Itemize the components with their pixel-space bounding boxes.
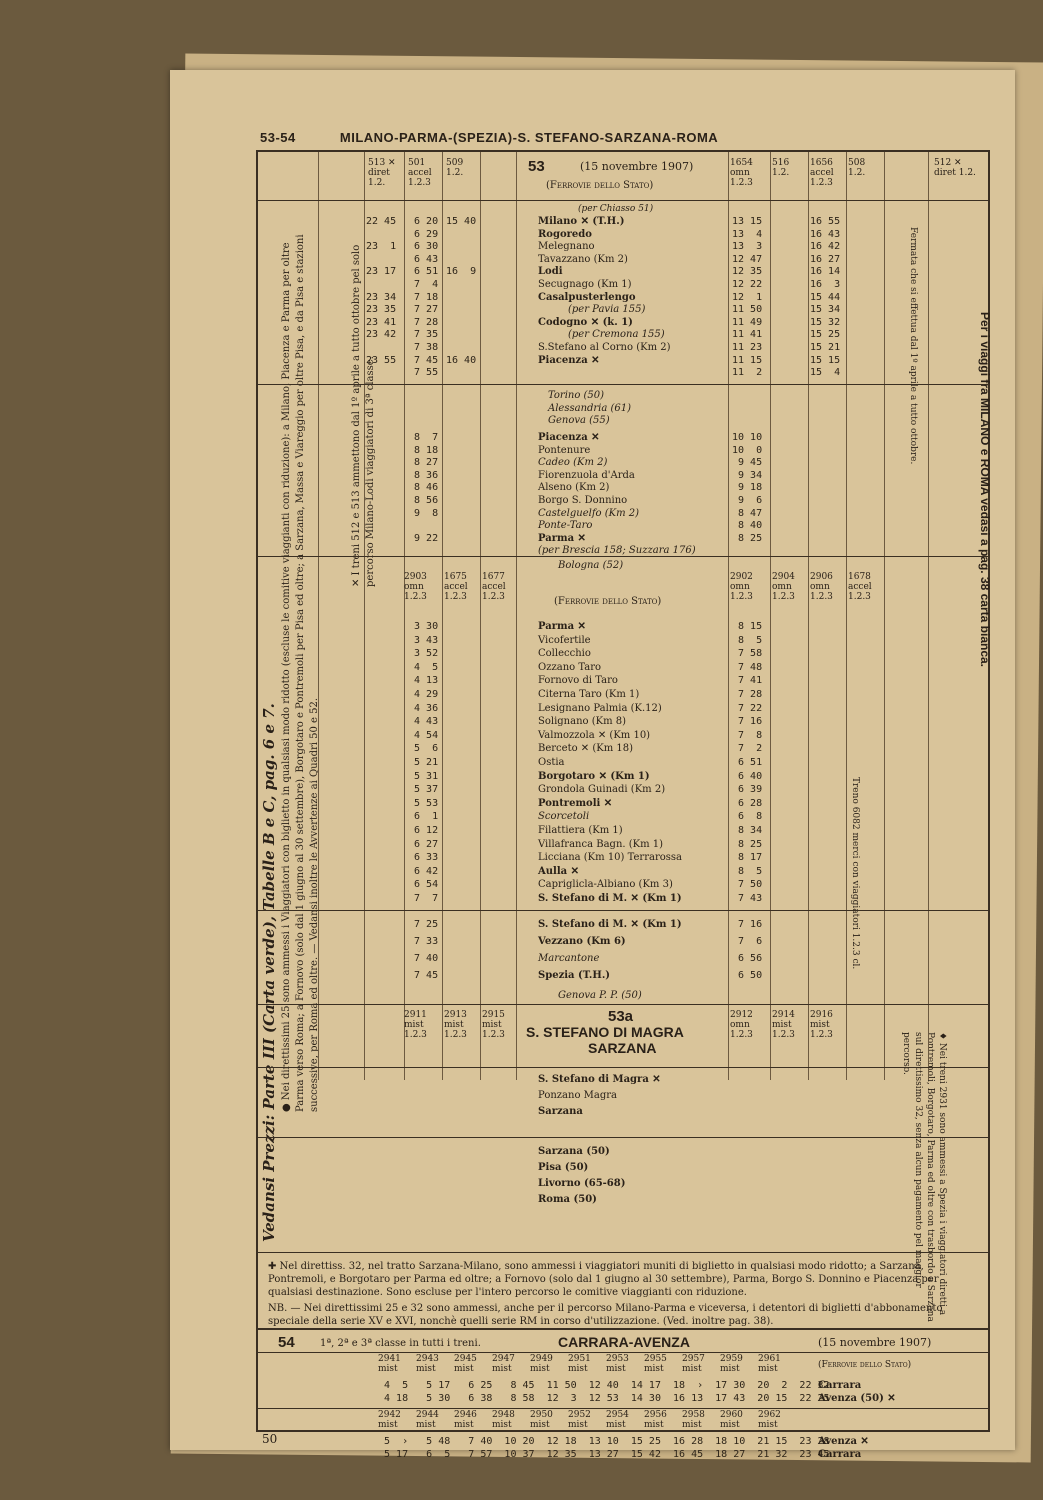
train-501: 501 accel 1.2.3	[408, 158, 432, 188]
right-side-note-2: Treno 6082 merci con viaggiatori 1.2.3 cl.	[850, 777, 860, 970]
times-column: 8 7 8 18 8 27 8 36 8 46 8 56 9 8 9 22	[414, 432, 439, 544]
train-2906: 2906 omn 1.2.3	[810, 572, 833, 602]
section-53-company: (Ferrovie dello Stato)	[546, 180, 654, 191]
column-divider	[516, 152, 517, 1080]
timetable-page	[170, 70, 1015, 1460]
station: Tavazzano (Km 2)	[538, 253, 628, 265]
times-column: 8 15 8 5 7 58 7 48 7 41 7 28 7 22 7 16 7 8 7 2 6 51 6 40 6 39 6 28 6 8 8 34 8 25 8 17 8 5 7 50 7 43	[738, 621, 763, 904]
station: Alseno (Km 2)	[538, 482, 610, 494]
connection: (per Brescia 158; Suzzara 176)	[538, 545, 696, 557]
stations-milano-piacenza	[538, 216, 671, 367]
station: Piacenza ✕	[538, 432, 600, 443]
link-bologna: Bologna (52)	[558, 560, 624, 571]
row-divider	[258, 384, 988, 385]
train-1654: 1654 omn 1.2.3	[730, 158, 753, 188]
train-512: 512 ✕ diret 1.2.	[934, 158, 976, 178]
station: Casalpusterlengo	[538, 291, 636, 303]
train-2903: 2903 omn 1.2.3	[404, 572, 427, 602]
left-side-note-2: ✕ I treni 512 e 513 ammettono dal 1º aprile a tutto ottobre pel solo percorso Milano-Lodi viaggiatori di 3ª classe.	[351, 244, 376, 587]
timetable-frame: Vedansi Prezzi: Parte III (Carta verde), Tabelle B e C, pag. 6 e 7. ● Nei direttissimi 25 sono ammessi i Viaggiatori con biglietto in qualsiasi modo ridotto (escluse le comitive viaggianti con riduzione): a Milano, Piacenza e Parma per oltre Parma verso Roma; a Fornovo (solo dal 1 giugno al 30 settembre), Borgotaro e Pontremoli per Pisa ed oltre; a Sarzana, Massa e Viareggio per oltre Pisa, e da Pisa e stazioni successive, per Roma ed oltre. — Vedansi inoltre le Avvertenze ai Quadri 50 e 52. ✕ I treni 512 e 513 ammettono dal 1º aprile a tutto ottobre pel solo percorso Milano-Lodi viaggiatori di 3ª classe. Per i viaggi fra MILANO e ROMA vedasi a pag. 38 carta bianca. Fermata che si effettua dal 1º aprile a tutto ottobre. Treno 6082 merci con viaggiatori 1.2.3 cl. ♦ Nei treni 2931 sono ammessi a Spezia i viaggiatori diretti a Pontremoli, Borgotaro, Parma ed oltre con trasbordo a Sarzana sul direttissimo 32, senza alcun pagamento pel maggior percorso. 53 (15 novembre 1907) (Ferrovie dello Stato) 513 ✕ diret 1.2. 501 accel 1.2.3 509 1.2. 1654 omn 1.2.3 516 1.2. 1656 accel 1.2.3 508 1.2. 512 ✕ diret 1.2. (per Chiasso 51) Milano ✕ (T.H.) Rogoredo Melegnano Tavazzano (Km 2) Lodi Secugnago (Km 1) Casalpusterlengo (per Pavia 155) Codogno ✕ (k. 1) (per Cremona 155) S.Stefano al Corno (Km 2) Piacenza ✕ Torino (50) Alessandria (61) Genova (55) Piacenza ✕ Pontenure Cadeo (Km 2) Fiorenzuola d'Arda Alseno (Km 2) Borgo S. Donnino Castelguelfo (Km 2) Ponte-Taro Parma ✕ (per Brescia 158; Suzzara 176) Bologna (52) 2903 omn 1.2.3 1675 accel 1.2.3 1677 accel 1.2.3 (Ferrovie dello Stato) 2902 omn 1.2.3 2904 omn 1.2.3 2906 omn 1.2.3 1678 accel 1.2.3 Parma ✕ Vicofertile Collecchio Ozzano Taro Fornovo di Taro Citerna Taro (Km 1) Lesignano Palmia (K.12) Solignano (Km 8) Valmozzola ✕ (Km 10) Berceto ✕ (Km 18) Ostia Borgotaro ✕ (Km 1) Grondola Guinadi (Km 2) Pontremoli ✕ Scorcetoli Filattiera (Km 1) Villafranca Bagn. (Km 1) Licciana (Km 10) Terrarossa Aulla ✕ Capriglicla-Albiano (Km 3) S. Stefano di M. ✕ (Km 1) S. Stefano di M. ✕ (Km 1) Vezzano (Km 6) Marcantone Spezia (T.H.) Genova P. P. (50) 53a S. STEFANO DI MAGRA SARZANA 2911 mist 1.2.3 2913 mist 1.2.3 2915 mist 1.2.3 2912 omn 1.2.3 2914 mist 1.2.3 2916 mist 1.2.3 S. Stefano di Magra ✕ Ponzano Magra Sarzana Sarzana (50) Pisa (50) Livorno (65-68) Roma (50) 22 45 23 1 23 17 23 34 23 35 23 41 23 42 23 55 6 20 6 29 6 30 6 43 6 51 7 4 7 18 7 27 7 28 7 35 7 38 7 45 7 55 15 40 16 9 16 40 13 15 13 4 13 3 12 47 12 35 12 22 12 1 11 50 11 49 11 41 11 23 11 15 11 2 16 55 16 43 16 42 16 27 16 14 16 3 15 44 15 34 15 32 15 25 15 21 15 15 15 4 8 7 8 18 8 27 8 36 8 46 8 56 9 8 9 22 10 10 10 0 9 45 9 34 9 18 9 6 8 47 8 40 8 25 3 30 3 43 3 52 4 5 4 13 4 29 4 36 4 43 4 54 5 6 5 21 5 31 5 37 5 53 6 1 6 12 6 27 6 33 6 42 6 54 7 7 8 15 8 5 7 58 7 48 7 41 7 28 7 22 7 16 7 8 7 2 6 51 6 40 6 39 6 28 6 8 8 34 8 25 8 17 8 5 7 50 7 43 7 25 7 33 7 40 7 45 7 16 7 6 6 56 6 50 ✚ Nel direttiss. 32, nel tratto Sarzana-Milano, sono ammessi i viaggiatori muniti di biglietto in qualsiasi modo ridotto; a Sarzana, Pontremoli, e Borgotaro per Parma ed oltre; a Fornovo (solo dal 1 giugno al 30 settembre), Parma, Borgo S. Donnino e Piacenza per qualsiasi destinazione. Sono escluse per l'intero percorso le comitive viaggianti con riduzione. NB. — Nei direttissimi 25 e 32 sono ammessi, anche per il percorso Milano-Parma e viceversa, i detentori di biglietti d'abbonamento speciale della serie XV e XVI, nonchè quelli serie RM in corso d'utilizzazione. (Ved. inoltre pag. 38). 54 1ª, 2ª e 3ª classe in tutti i treni. CARRARA-AVENZA (15 novembre 1907) (Ferrovie dello Stato) 2941 mist 2943 mist 2945 mist 2947 mist 2949 mist 2951 mist 2953 mist 2955 mist 2957 mist 2959 mist 2961 mist 4 5 5 17 6 25 8 45 11 50 12 40 14 17 18 › 17 30 20 2 22 32 4 18 5 30 6 38 8 58 12 3 12 53 14 30 16 13 17 43 20 15 22 25 Carrara Avenza (50) ✕ 2942 mist 2944 mist 2946 mist 2948 mist 2950 mist 2952 mist 2954 mist 2956 mist 2958 mist 2960 mist 2962 mist 5 › 5 48 7 40 10 20 12 18 13 10 15 25 16 28 18 10 21 15 23 28 5 17 6 5 7 57 10 37 12 35 13 27 15 42 16 45 18 27 21 32 23 45 Avenza ✕ Carrara	[256, 150, 990, 1432]
station: Parma ✕	[538, 532, 586, 544]
train-513: 513 ✕ diret 1.2.	[368, 158, 396, 188]
train-2904: 2904 omn 1.2.3	[772, 572, 795, 602]
train-509: 509 1.2.	[446, 158, 464, 178]
section-54-date: (15 novembre 1907)	[818, 1336, 932, 1349]
stations-54-2: Avenza ✕ Carrara	[818, 1436, 869, 1460]
row-divider	[258, 1408, 988, 1409]
times-column: 22 45 23 1 23 17 23 34 23 35 23 41 23 42 23 55	[366, 216, 397, 366]
footnote-2: NB. — Nei direttissimi 25 e 32 sono ammessi, anche per il percorso Milano-Parma e viceversa, i detentori di biglietti d'abbonamento speciale della serie XV e XVI, nonchè quelli serie RM in corso d'utilizzazione. (Ved. inoltre pag. 38).	[268, 1303, 943, 1327]
row-divider	[258, 200, 988, 201]
station: Castelguelfo (Km 2)	[538, 507, 640, 519]
train-1656: 1656 accel 1.2.3	[810, 158, 834, 188]
station: Codogno ✕ (k. 1)	[538, 316, 633, 328]
stations-53a-1: S. Stefano di Magra ✕ Ponzano Magra Sarzana	[538, 1074, 661, 1117]
train-1675: 1675 accel 1.2.3	[444, 572, 468, 602]
station: Melegnano	[538, 241, 595, 253]
section-53-company-2: (Ferrovie dello Stato)	[554, 596, 662, 607]
row-divider	[258, 1137, 988, 1138]
stations-54-1: Carrara Avenza (50) ✕	[818, 1380, 896, 1404]
train-2902: 2902 omn 1.2.3	[730, 572, 753, 602]
page-header	[260, 130, 718, 145]
times-column: 10 10 10 0 9 45 9 34 9 18 9 6 8 47 8 40 8 25	[732, 432, 763, 544]
train-516: 516 1.2.	[772, 158, 790, 178]
row-divider	[258, 1252, 988, 1253]
times-54-2: 5 › 5 48 7 40 10 20 12 18 13 10 15 25 16 28 18 10 21 15 23 28 5 17 6 5 7 57 10 37 12 35 13 27 15 42 16 45 18 27 21 32 23 45	[384, 1436, 830, 1460]
column-divider	[728, 152, 729, 1080]
station: Borgo S. Donnino	[538, 494, 628, 506]
page-number: 50	[262, 1432, 278, 1446]
station: Rogoredo	[538, 228, 592, 240]
footnotes	[268, 1260, 980, 1328]
column-divider	[884, 152, 885, 1080]
column-divider	[404, 152, 405, 1080]
section-53-number: 53	[528, 158, 545, 175]
station: Lodi	[538, 266, 563, 278]
stations-53a-2: Sarzana (50) Pisa (50) Livorno (65-68) Roma (50)	[538, 1146, 626, 1205]
station: Fiorenzuola d'Arda	[538, 469, 635, 481]
column-divider	[364, 152, 365, 1080]
stations-parma-sstefano: Parma ✕ Vicofertile Collecchio Ozzano Taro Fornovo di Taro Citerna Taro (Km 1) Lesignano Palmia (K.12) Solignano (Km 8) Valmozzola ✕ (Km 10) Berceto ✕ (Km 18) Ostia Borgotaro ✕ (Km 1) Grondola Guinadi (Km 2) Pontremoli ✕ Scorcetoli Filattiera (Km 1) Villafranca Bagn. (Km 1) Licciana (Km 10) Terrarossa Aulla ✕ Capriglicla-Albiano (Km 3) S. Stefano di M. ✕ (Km 1)	[538, 621, 682, 904]
times-column: 7 16 7 6 6 56 6 50	[738, 919, 763, 981]
link-genova: Genova P. P. (50)	[558, 990, 642, 1001]
section-53-date: (15 novembre 1907)	[580, 160, 694, 173]
connection: (per Cremona 155)	[568, 329, 665, 341]
column-divider	[318, 152, 319, 1080]
left-side-text	[260, 703, 278, 1242]
row-divider	[258, 1067, 988, 1068]
section-54-classes: 1ª, 2ª e 3ª classe in tutti i treni.	[320, 1338, 481, 1349]
station: Piacenza ✕	[538, 354, 600, 366]
column-divider	[442, 152, 443, 1080]
section-53a-subtitle: SARZANA	[588, 1040, 657, 1056]
footnote-1: ✚ Nel direttiss. 32, nel tratto Sarzana-Milano, sono ammessi i viaggiatori muniti di biglietto in qualsiasi modo ridotto; a Sarzana, Pontremoli, e Borgotaro per Parma ed oltre; a Fornovo (solo dal 1 giugno al 30 settembre), Parma, Borgo S. Donnino e Piacenza per qualsiasi destinazione. Sono escluse per l'intero percorso le comitive viaggianti con riduzione.	[268, 1261, 939, 1298]
times-column: 16 55 16 43 16 42 16 27 16 14 16 3 15 44 15 34 15 32 15 25 15 21 15 15 15 4	[810, 216, 841, 379]
left-side-note: ● Nei direttissimi 25 sono ammessi i Viaggiatori con biglietto in qualsiasi modo ridotto (escluse le comitive viaggianti con riduzione): a Milano, Piacenza e Parma per oltre Parma verso Roma; a Fornovo (solo dal 1 giugno al 30 settembre), Borgotaro e Pontremoli per Pisa ed oltre; a Sarzana, Massa e Viareggio per oltre Pisa, e da Pisa e stazioni successive, per Roma ed oltre. — Vedansi inoltre le Avvertenze ai Quadri 50 e 52.	[281, 234, 320, 1112]
right-side-note-3: ♦ Nei treni 2931 sono ammessi a Spezia i viaggiatori diretti a Pontremoli, Borgotaro, Parma ed oltre con trasbordo a Sarzana sul direttissimo 32, senza alcun pagamento pel maggior percorso.	[901, 1032, 947, 1322]
row-divider	[258, 910, 988, 911]
right-side-note: Fermata che si effettua dal 1º aprile a tutto ottobre.	[908, 227, 918, 465]
column-divider	[808, 152, 809, 1080]
row-divider	[258, 1352, 988, 1353]
station: S.Stefano al Corno (Km 2)	[538, 341, 671, 353]
via-note: (per Chiasso 51)	[578, 204, 654, 214]
station: Pontenure	[538, 444, 591, 456]
times-column: 6 20 6 29 6 30 6 43 6 51 7 4 7 18 7 27 7 28 7 35 7 38 7 45 7 55	[414, 216, 439, 379]
times-column: 13 15 13 4 13 3 12 47 12 35 12 22 12 1 11 50 11 49 11 41 11 23 11 15 11 2	[732, 216, 763, 379]
section-54-company: (Ferrovie dello Stato)	[818, 1360, 912, 1370]
station: Cadeo (Km 2)	[538, 457, 608, 469]
column-divider	[770, 152, 771, 1080]
stations-piacenza-parma	[538, 432, 696, 558]
section-53a-number: 53a	[608, 1008, 634, 1025]
train-508: 508 1.2.	[848, 158, 866, 178]
section-54-number: 54	[278, 1334, 295, 1351]
column-divider	[846, 152, 847, 1080]
station: Ponte-Taro	[538, 520, 593, 532]
route-title: MILANO-PARMA-(SPEZIA)-S. STEFANO-SARZANA-ROMA	[339, 130, 719, 145]
column-divider	[480, 152, 481, 1080]
connection: (per Pavia 155)	[568, 304, 646, 316]
station: Milano ✕ (T.H.)	[538, 216, 625, 227]
train-1677: 1677 accel 1.2.3	[482, 572, 506, 602]
times-54-1: 4 5 5 17 6 25 8 45 11 50 12 40 14 17 18 › 17 30 20 2 22 32 4 18 5 30 6 38 8 58 12 3 12 53 14 30 16 13 17 43 20 15 22 25	[384, 1380, 830, 1404]
column-divider	[928, 152, 929, 1080]
row-divider	[258, 1004, 988, 1005]
page-numbers: 53-54	[260, 130, 296, 145]
right-side-text: Per i viaggi fra MILANO e ROMA vedasi a pag. 38 carta bianca.	[978, 312, 992, 668]
times-column: 7 25 7 33 7 40 7 45	[414, 919, 439, 981]
section-54-title: CARRARA-AVENZA	[558, 1334, 690, 1350]
prezzi-note: Vedansi Prezzi: Parte III (Carta verde), Tabelle B e C, pag. 6 e 7.	[260, 703, 278, 1242]
times-column: 3 30 3 43 3 52 4 5 4 13 4 29 4 36 4 43 4 54 5 6 5 21 5 31 5 37 5 53 6 1 6 12 6 27 6 33 6 42 6 54 7 7	[414, 621, 439, 904]
section-53a-title: S. STEFANO DI MAGRA	[526, 1024, 684, 1040]
links-a: Torino (50) Alessandria (61) Genova (55)	[548, 390, 632, 427]
row-divider	[258, 1328, 988, 1330]
station: Secugnago (Km 1)	[538, 278, 632, 290]
stations-sstefano-spezia: S. Stefano di M. ✕ (Km 1) Vezzano (Km 6) Marcantone Spezia (T.H.)	[538, 919, 682, 981]
times-column: 15 40 16 9 16 40	[446, 216, 477, 366]
train-1678: 1678 accel 1.2.3	[848, 572, 872, 602]
